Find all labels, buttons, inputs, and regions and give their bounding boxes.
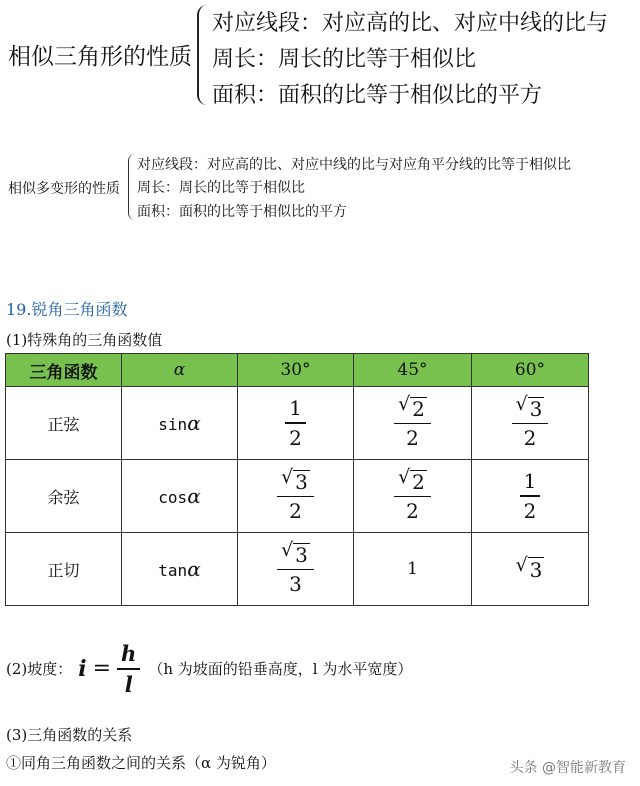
sqrt: √ 2 (398, 392, 425, 421)
brace (197, 5, 211, 105)
value-cell (472, 387, 589, 460)
slope-denominator: l (124, 671, 133, 697)
table-header-row (6, 354, 589, 387)
equals-sign: = (92, 656, 112, 682)
sqrt: √ 2 (398, 465, 425, 494)
slope-equation (78, 642, 140, 696)
function-var: α (187, 557, 201, 581)
fraction (520, 470, 541, 522)
function-name: cos (158, 488, 188, 507)
table-row (6, 533, 589, 606)
similar-triangle-line-2: 周长：周长的比等于相似比 (212, 47, 477, 72)
sqrt: √ 3 (515, 392, 543, 421)
radicand: 2 (412, 469, 425, 494)
trig-values-table (5, 353, 589, 606)
section-subtitle: (1)特殊角的三角函数值 (6, 331, 163, 349)
sqrt: √ 3 (515, 553, 543, 582)
radicand: 3 (295, 542, 308, 567)
value-cell (472, 533, 589, 606)
header-60: 60° (472, 354, 589, 387)
watermark (510, 757, 626, 777)
fraction (277, 538, 314, 597)
watermark-text: 头条 @智能新教育 (509, 760, 626, 776)
radicand: 2 (412, 396, 425, 421)
slope-definition (6, 642, 412, 696)
row-name: 正切 (6, 533, 122, 606)
table-row (6, 387, 589, 460)
brace (128, 154, 137, 220)
table-row (6, 460, 589, 533)
value-cell (238, 460, 354, 533)
numerator: 1 (289, 396, 302, 421)
relation-title: (3)三角函数的关系 (6, 726, 133, 744)
section-title: 19.锐角三角函数 (6, 300, 128, 319)
row-function (122, 460, 238, 533)
slope-numerator: h (121, 641, 137, 666)
function-name: sin (158, 415, 188, 434)
similar-polygon-line-2: 周长：周长的比等于相似比 (137, 180, 305, 196)
function-var: α (187, 411, 201, 435)
denominator: 3 (289, 572, 302, 597)
similar-polygon-line-1: 对应线段：对应高的比、对应中线的比与对应角平分线的比等于相似比 (137, 157, 571, 173)
fraction (512, 392, 549, 451)
radicand: 3 (529, 557, 543, 582)
slope-label: (2)坡度： (6, 660, 73, 679)
radicand: 3 (295, 469, 308, 494)
header-30: 30° (238, 354, 354, 387)
similar-triangle-line-1: 对应线段：对应高的比、对应中线的比与 (212, 11, 609, 36)
function-var: α (187, 484, 201, 508)
row-name: 余弦 (6, 460, 122, 533)
similar-polygon-title: 相似多变形的性质 (8, 181, 120, 197)
plain-value: 1 (407, 559, 418, 579)
row-function (122, 387, 238, 460)
denominator: 2 (523, 426, 537, 451)
header-45: 45° (354, 354, 472, 387)
relation-subtitle: ①同角三角函数之间的关系（α 为锐角） (6, 754, 276, 772)
denominator: 2 (289, 425, 302, 450)
slope-lhs: i (78, 655, 87, 682)
fraction (394, 465, 431, 524)
fraction (277, 465, 314, 524)
similar-triangle-line-3: 面积：面积的比等于相似比的平方 (212, 83, 543, 108)
value-cell (238, 533, 354, 606)
slope-fraction (117, 642, 140, 696)
radicand: 3 (529, 396, 543, 421)
fraction (285, 397, 306, 449)
value-cell (354, 387, 472, 460)
numerator: 1 (523, 469, 537, 494)
header-alpha: α (122, 354, 238, 387)
function-name: tan (158, 561, 188, 580)
value-cell (354, 460, 472, 533)
denominator: 2 (289, 499, 302, 524)
row-function (122, 533, 238, 606)
denominator: 2 (406, 426, 419, 451)
denominator: 2 (523, 498, 537, 523)
similar-triangle-title: 相似三角形的性质 (8, 44, 192, 70)
value-cell (238, 387, 354, 460)
value-cell (472, 460, 589, 533)
denominator: 2 (406, 499, 419, 524)
row-name: 正弦 (6, 387, 122, 460)
slope-note: （h 为坡面的铅垂高度，l 为水平宽度） (148, 660, 413, 679)
header-function: 三角函数 (6, 354, 122, 387)
sqrt: √ 3 (281, 538, 308, 567)
similar-polygon-line-3: 面积：面积的比等于相似比的平方 (137, 204, 347, 220)
fraction (394, 392, 431, 451)
sqrt: √ 3 (281, 465, 308, 494)
value-cell (354, 533, 472, 606)
